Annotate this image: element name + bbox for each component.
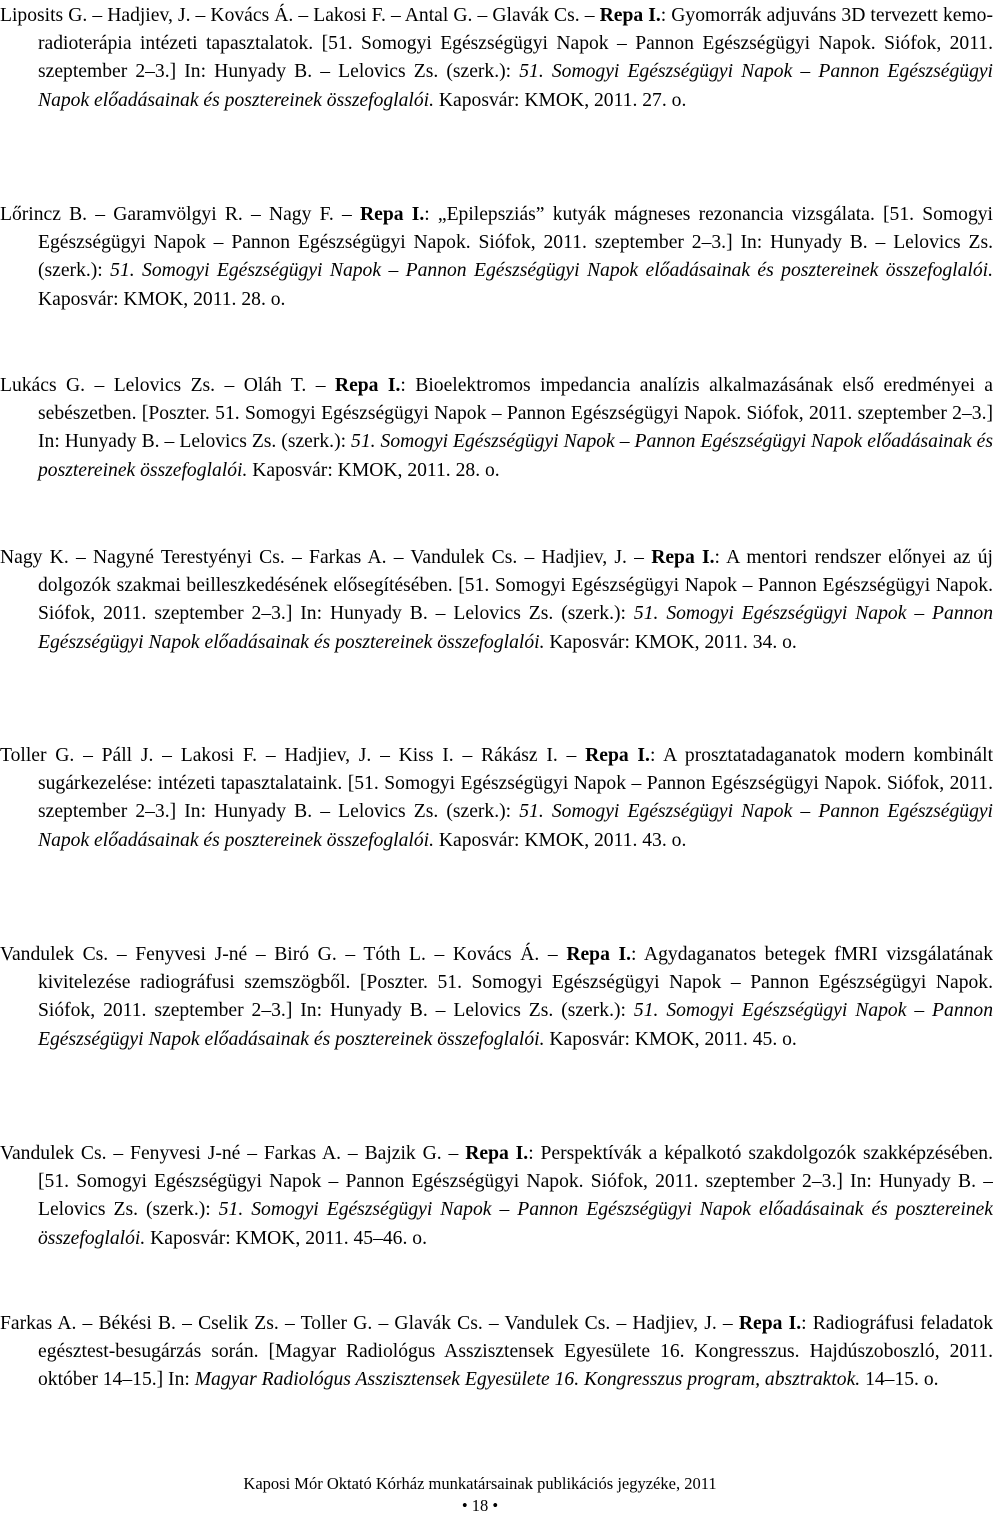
entry-authors: Liposits G. – Hadjiev, J. – Kovács Á. – Lakosi F. – Antal G. – Glavák Cs. –: [0, 5, 600, 26]
entry-source: 51. Somogyi Egészségügyi Napok – Pannon Egészségügyi Napok előadásainak és posztereinek összefoglalói.: [38, 801, 993, 851]
entry-tail: Kaposvár: KMOK, 2011. 34. o.: [544, 631, 797, 653]
entry-authors: Toller G. – Páll J. – Lakosi F. – Hadjiev, J. – Kiss I. – Rákász I. –: [0, 745, 586, 766]
entry-authors: Vandulek Cs. – Fenyvesi J-né – Biró G. – Tóth L. – Kovács Á. –: [0, 944, 567, 965]
entry-source: Magyar Radiológus Asszisztensek Egyesülete 16. Kongresszus program, absztraktok.: [194, 1369, 861, 1391]
bibliography-entry-7: [0, 1140, 993, 1253]
entry-highlight-author: Repa I.: [359, 204, 425, 225]
bibliography-entry-1: [0, 2, 993, 115]
entry-title: : Agydaganatos betegek fMRI vizsgálatának kivitelezése radiográfusi szemszögből. [Poszter. 51. Somogyi Egészségügyi Napok – Pannon Egészségügyi Napok. Siófok, 2011. szeptember 2–3.] In: Hunyady B. – Lelovics Zs. (szerk.):: [38, 944, 993, 1022]
entry-source: 51. Somogyi Egészségügyi Napok – Pannon Egészségügyi Napok előadásainak és posztereinek összefoglalói.: [38, 1199, 993, 1249]
bibliography-entry-3: [0, 372, 993, 485]
entry-tail: Kaposvár: KMOK, 2011. 43. o.: [434, 829, 687, 851]
bibliography-entry-6: [0, 941, 993, 1054]
entry-title: : Perspektívák a képalkotó szakdolgozók szakképzésében. [51. Somogyi Egészségügyi Napok – Pannon Egészségügyi Napok. Siófok, 2011. szeptember 2–3.] In: Hunyady B. – Lelovics Zs. (szerk.):: [38, 1143, 993, 1221]
entry-tail: Kaposvár: KMOK, 2011. 45–46. o.: [145, 1227, 427, 1249]
entry-authors: Lőrincz B. – Garamvölgyi R. – Nagy F. –: [0, 204, 360, 225]
bibliography-entry-2: [0, 201, 993, 314]
bibliography-entry-4: [0, 544, 993, 657]
entry-authors: Vandulek Cs. – Fenyvesi J-né – Farkas A. – Bajzik G. –: [0, 1143, 466, 1164]
entry-title: : Radiográfusi feladatok egésztest-besugárzás során. [Magyar Radiológus Asszisztensek Egyesülete 16. Kongresszus. Hajdúszoboszló, 2011. október 14–15.] In:: [38, 1313, 993, 1391]
entry-highlight-author: Repa I.: [738, 1313, 802, 1334]
entry-title: : „Epilepsziás” kutyák mágneses rezonancia vizsgálata. [51. Somogyi Egészségügyi Napok – Pannon Egészségügyi Napok. Siófok, 2011. szeptember 2–3.] In: Hunyady B. – Lelovics Zs. (szerk.):: [38, 204, 993, 282]
entry-highlight-author: Repa I.: [651, 547, 715, 568]
entry-source: 51. Somogyi Egészségügyi Napok – Pannon Egészségügyi Napok előadásainak és posztereinek összefoglalói.: [38, 603, 993, 653]
entry-highlight-author: Repa I.: [465, 1143, 529, 1164]
entry-title: : A mentori rendszer előnyei az új dolgozók szakmai beilleszkedésének elősegítésében. [51. Somogyi Egészségügyi Napok – Pannon Egészségügyi Napok. Siófok, 2011. szeptember 2–3.] In: Hunyady B. – Lelovics Zs. (szerk.):: [38, 547, 993, 625]
entry-tail: Kaposvár: KMOK, 2011. 45. o.: [544, 1028, 797, 1050]
entry-authors: Nagy K. – Nagyné Terestyényi Cs. – Farkas A. – Vandulek Cs. – Hadjiev, J. –: [0, 547, 652, 568]
bibliography-entry-8: [0, 1310, 993, 1395]
entry-tail: 14–15. o.: [860, 1369, 939, 1391]
entry-highlight-author: Repa I.: [566, 944, 632, 965]
entry-tail: Kaposvár: KMOK, 2011. 28. o.: [247, 459, 500, 481]
entry-title: : A prosztatadaganatok modern kombinált sugárkezelése: intézeti tapasztalataink. [51. Somogyi Egészségügyi Napok – Pannon Egészségügyi Napok. Siófok, 2011. szeptember 2–3.] In: Hunyady B. – Lelovics Zs. (szerk.):: [38, 745, 993, 823]
entry-highlight-author: Repa I.: [599, 5, 661, 26]
entry-highlight-author: Repa I.: [334, 375, 401, 396]
bibliography-entry-5: [0, 742, 993, 855]
entry-source: 51. Somogyi Egészségügyi Napok – Pannon Egészségügyi Napok előadásainak és posztereinek összefoglalói.: [38, 431, 993, 481]
page-footer: Kaposi Mór Oktató Kórház munkatársainak publikációs jegyzéke, 2011: [243, 1474, 717, 1493]
entry-authors: Lukács G. – Lelovics Zs. – Oláh T. –: [0, 375, 335, 396]
entry-title: : Bioelektromos impedancia analízis alkalmazásának első eredményei a sebészetben. [Poszter. 51. Somogyi Egészségügyi Napok – Pannon Egészségügyi Napok. Siófok, 2011. szeptember 2–3.] In: Hunyady B. – Lelovics Zs. (szerk.):: [38, 375, 993, 453]
entry-source: 51. Somogyi Egészségügyi Napok – Pannon Egészségügyi Napok előadásainak és posztereinek összefoglalói.: [38, 1000, 993, 1050]
entry-authors: Farkas A. – Békési B. – Cselik Zs. – Toller G. – Glavák Cs. – Vandulek Cs. – Hadjiev, J. –: [0, 1313, 739, 1334]
page-number: • 18 •: [461, 1496, 499, 1515]
entry-highlight-author: Repa I.: [585, 745, 650, 766]
entry-title: : Gyomorrák adjuváns 3D tervezett kemo-radioterápia intézeti tapasztalatok. [51. Somogyi Egészségügyi Napok – Pannon Egészségügyi Napok. Siófok, 2011. szeptember 2–3.] In: Hunyady B. – Lelovics Zs. (szerk.):: [38, 5, 993, 83]
entry-tail: Kaposvár: KMOK, 2011. 28. o.: [38, 288, 286, 310]
entry-source: 51. Somogyi Egészségügyi Napok – Pannon Egészségügyi Napok előadásainak és posztereinek összefoglalói.: [110, 260, 993, 282]
entry-tail: Kaposvár: KMOK, 2011. 27. o.: [434, 89, 687, 111]
entry-source: 51. Somogyi Egészségügyi Napok – Pannon Egészségügyi Napok előadásainak és posztereinek összefoglalói.: [38, 61, 993, 111]
